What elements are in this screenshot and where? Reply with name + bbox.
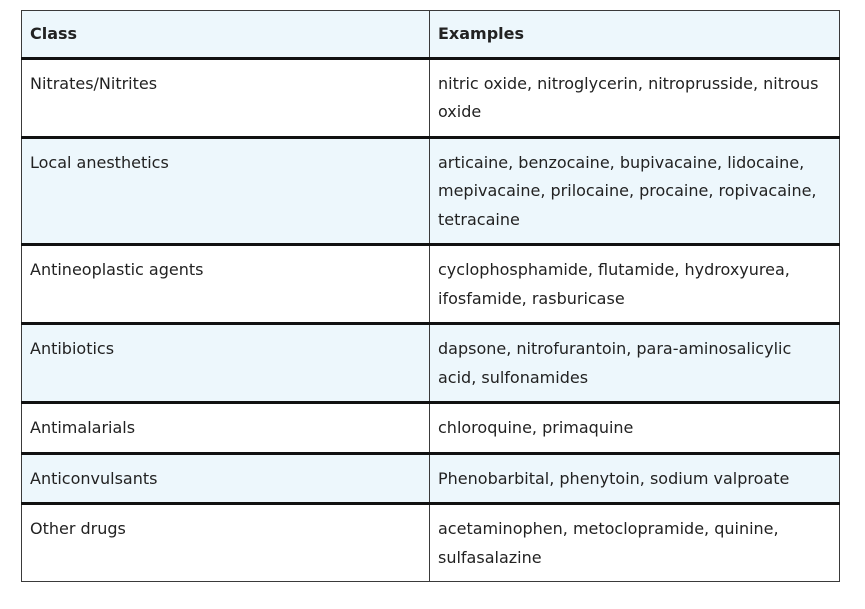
table-row — [22, 453, 840, 504]
cell-examples: cyclophosphamide, flutamide, hydroxyurea, ifosfamide, rasburicase — [430, 245, 840, 324]
drug-class-table-container — [21, 10, 839, 582]
table-row — [22, 58, 840, 137]
table-header-row — [22, 11, 840, 59]
cell-class: Local anesthetics — [22, 137, 430, 245]
table-row — [22, 245, 840, 324]
drug-class-table — [21, 10, 840, 582]
cell-examples: chloroquine, primaquine — [430, 403, 840, 454]
table-row — [22, 137, 840, 245]
cell-examples: articaine, benzocaine, bupivacaine, lidocaine, mepivacaine, prilocaine, procaine, ropivacaine, tetracaine — [430, 137, 840, 245]
table-row — [22, 324, 840, 403]
cell-class: Antimalarials — [22, 403, 430, 454]
table-row — [22, 504, 840, 582]
cell-examples: Phenobarbital, phenytoin, sodium valproate — [430, 453, 840, 504]
cell-class: Antineoplastic agents — [22, 245, 430, 324]
header-class: Class — [22, 11, 430, 59]
cell-examples: dapsone, nitrofurantoin, para-aminosalicylic acid, sulfonamides — [430, 324, 840, 403]
cell-examples: acetaminophen, metoclopramide, quinine, sulfasalazine — [430, 504, 840, 582]
cell-class: Nitrates/Nitrites — [22, 58, 430, 137]
cell-class: Other drugs — [22, 504, 430, 582]
cell-class: Antibiotics — [22, 324, 430, 403]
cell-class: Anticonvulsants — [22, 453, 430, 504]
table-row — [22, 403, 840, 454]
header-examples: Examples — [430, 11, 840, 59]
cell-examples: nitric oxide, nitroglycerin, nitroprusside, nitrous oxide — [430, 58, 840, 137]
